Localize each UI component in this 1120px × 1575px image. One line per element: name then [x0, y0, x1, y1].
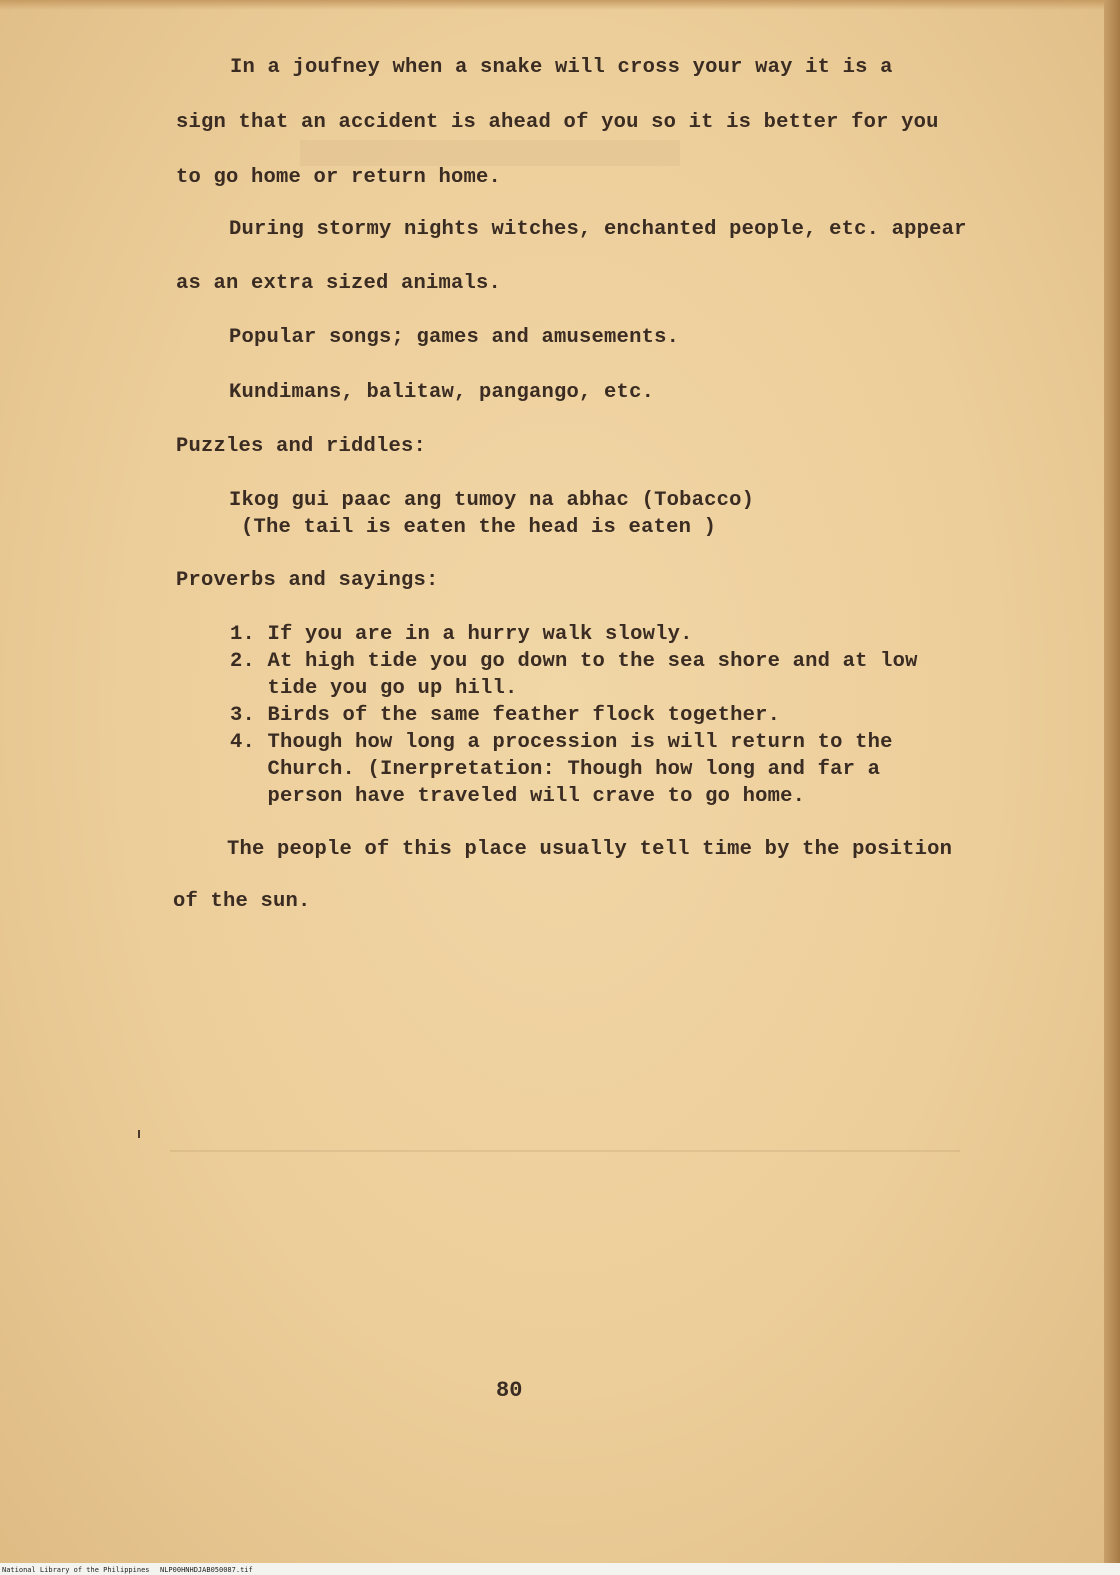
songs-heading: Popular songs; games and amusements.	[229, 326, 680, 349]
proverb-line: Church. (Inerpretation: Though how long and far a	[230, 758, 881, 781]
puzzles-heading: Puzzles and riddles:	[176, 435, 427, 458]
time-line-1: The people of this place usually tell time by the position	[227, 838, 953, 861]
proverb-line: tide you go up hill.	[230, 677, 518, 700]
footer-file-name: NLP00HNHDJAB050087.tif	[160, 1566, 253, 1574]
scan-footer	[0, 1563, 1120, 1575]
stormy-line-2: as an extra sized animals.	[176, 272, 502, 295]
bleed-through-shade	[300, 140, 680, 166]
snake-line-2: sign that an accident is ahead of you so it is better for you	[176, 111, 939, 134]
page-number: 80	[496, 1378, 523, 1403]
proverb-line: 1. If you are in a hurry walk slowly.	[230, 623, 693, 646]
time-line-2: of the sun.	[173, 890, 311, 913]
page-top-edge	[0, 0, 1120, 10]
proverbs-heading: Proverbs and sayings:	[176, 569, 439, 592]
ink-speck	[138, 1130, 140, 1138]
proverb-line: 4. Though how long a procession is will return to the	[230, 731, 893, 754]
stormy-line-1: During stormy nights witches, enchanted people, etc. appear	[229, 218, 967, 241]
riddle-line-1: Ikog gui paac ang tumoy na abhac (Tobacco)	[229, 489, 755, 512]
page-right-edge	[1104, 0, 1120, 1575]
proverb-line: 2. At high tide you go down to the sea shore and at low	[230, 650, 918, 673]
bleed-through-rule	[170, 1150, 960, 1152]
footer-library: National Library of the Philippines	[2, 1566, 150, 1574]
riddle-line-2: (The tail is eaten the head is eaten )	[241, 516, 717, 539]
snake-line-1: In a joufney when a snake will cross your way it is a	[230, 56, 893, 79]
proverb-line: person have traveled will crave to go home.	[230, 785, 806, 808]
proverb-line: 3. Birds of the same feather flock together.	[230, 704, 781, 727]
snake-line-3: to go home or return home.	[176, 166, 502, 189]
songs-list: Kundimans, balitaw, pangango, etc.	[229, 381, 655, 404]
